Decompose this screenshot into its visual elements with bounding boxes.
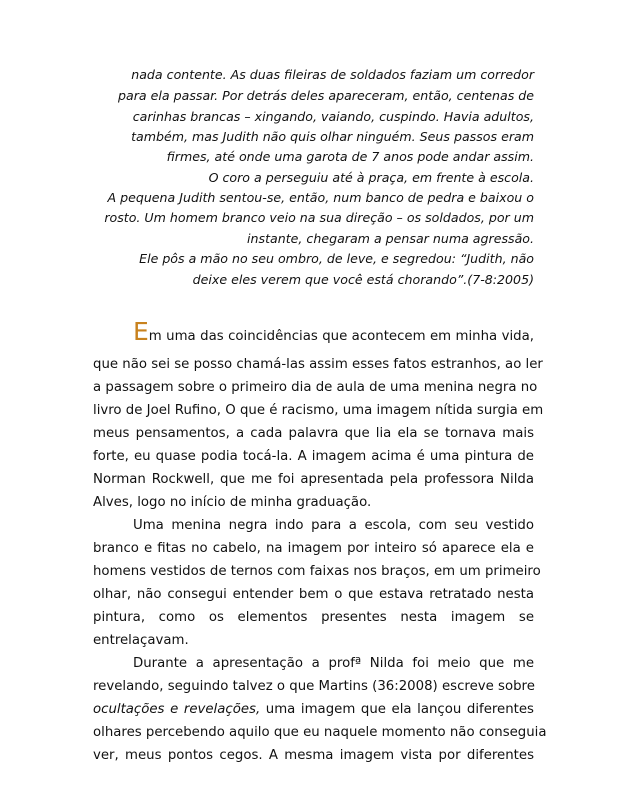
quote-line-6: O coro a perseguiu até à praça, em frente à escola.: [208, 170, 534, 185]
paragraph-3-line-with-italic: [93, 703, 534, 716]
paragraph-1-line: que não sei se posso chamá-las assim esses fatos estranhos, ao ler: [93, 357, 543, 372]
paragraph-2-line: olhar, não consegui entender bem o que estava retratado nesta: [93, 587, 534, 602]
paragraph-2-line: Uma menina negra indo para a escola, com seu vestido: [133, 518, 534, 533]
quote-line-5: firmes, até onde uma garota de 7 anos pode andar assim.: [166, 149, 534, 164]
paragraph-1-line: a passagem sobre o primeiro dia de aula de uma menina negra no: [93, 380, 538, 395]
paragraph-2-line: homens vestidos de ternos com faixas nos braços, em um primeiro: [93, 564, 541, 579]
quote-line-9: instante, chegaram a pensar numa agressão.: [247, 231, 534, 246]
paragraph-1-first-line: [93, 319, 534, 344]
quote-line-10: Ele pôs a mão no seu ombro, de leve, e segredou: “Judith, não: [139, 251, 534, 266]
quote-line-7: A pequena Judith sentou-se, então, num banco de pedra e baixou o: [107, 190, 534, 205]
paragraph-2-line: entrelaçavam.: [93, 633, 189, 648]
paragraph-3-line-rest: uma imagem que ela lançou diferentes: [260, 702, 534, 717]
paragraph-1-line: livro de Joel Rufino, O que é racismo, uma imagem nítida surgia em: [93, 403, 544, 418]
paragraph-3-line: olhares percebendo aquilo que eu naquele momento não conseguia: [93, 725, 547, 740]
quote-line-2: para ela passar. Por detrás deles apareceram, então, centenas de: [118, 88, 534, 103]
paragraph-1-line: forte, eu quase podia tocá-la. A imagem acima é uma pintura de: [93, 449, 534, 464]
italic-term: ocultações e revelações,: [93, 702, 261, 717]
paragraph-1-line: Norman Rockwell, que me foi apresentada pela professora Nilda: [93, 472, 534, 487]
drop-cap: E: [133, 317, 149, 346]
paragraph-1-line: meus pensamentos, a cada palavra que lia ela se tornava mais: [93, 426, 534, 441]
paragraph-3-line: revelando, seguindo talvez o que Martins (36:2008) escreve sobre: [93, 679, 535, 694]
paragraph-1-first-line-text: m uma das coincidências que acontecem em minha vida,: [148, 329, 534, 344]
quote-line-11: deixe eles verem que você está chorando”.(7-8:2005): [192, 272, 534, 287]
quote-line-4: também, mas Judith não quis olhar ninguém. Seus passos eram: [131, 129, 534, 144]
paragraph-2-line: branco e fitas no cabelo, na imagem por inteiro só aparece ela e: [93, 541, 534, 556]
quote-line-1: nada contente. As duas fileiras de soldados faziam um corredor: [131, 67, 534, 82]
paragraph-3-line: ver, meus pontos cegos. A mesma imagem vista por diferentes: [93, 748, 534, 763]
paragraph-3-line: Durante a apresentação a profª Nilda foi meio que me: [133, 656, 534, 671]
quote-line-3: carinhas brancas – xingando, vaiando, cuspindo. Havia adultos,: [132, 109, 534, 124]
paragraph-1-line: Alves, logo no início de minha graduação.: [93, 495, 372, 510]
quote-line-8: rosto. Um homem branco veio na sua direção – os soldados, por um: [104, 210, 534, 225]
paragraph-2-line: pintura, como os elementos presentes nesta imagem se: [93, 610, 534, 625]
